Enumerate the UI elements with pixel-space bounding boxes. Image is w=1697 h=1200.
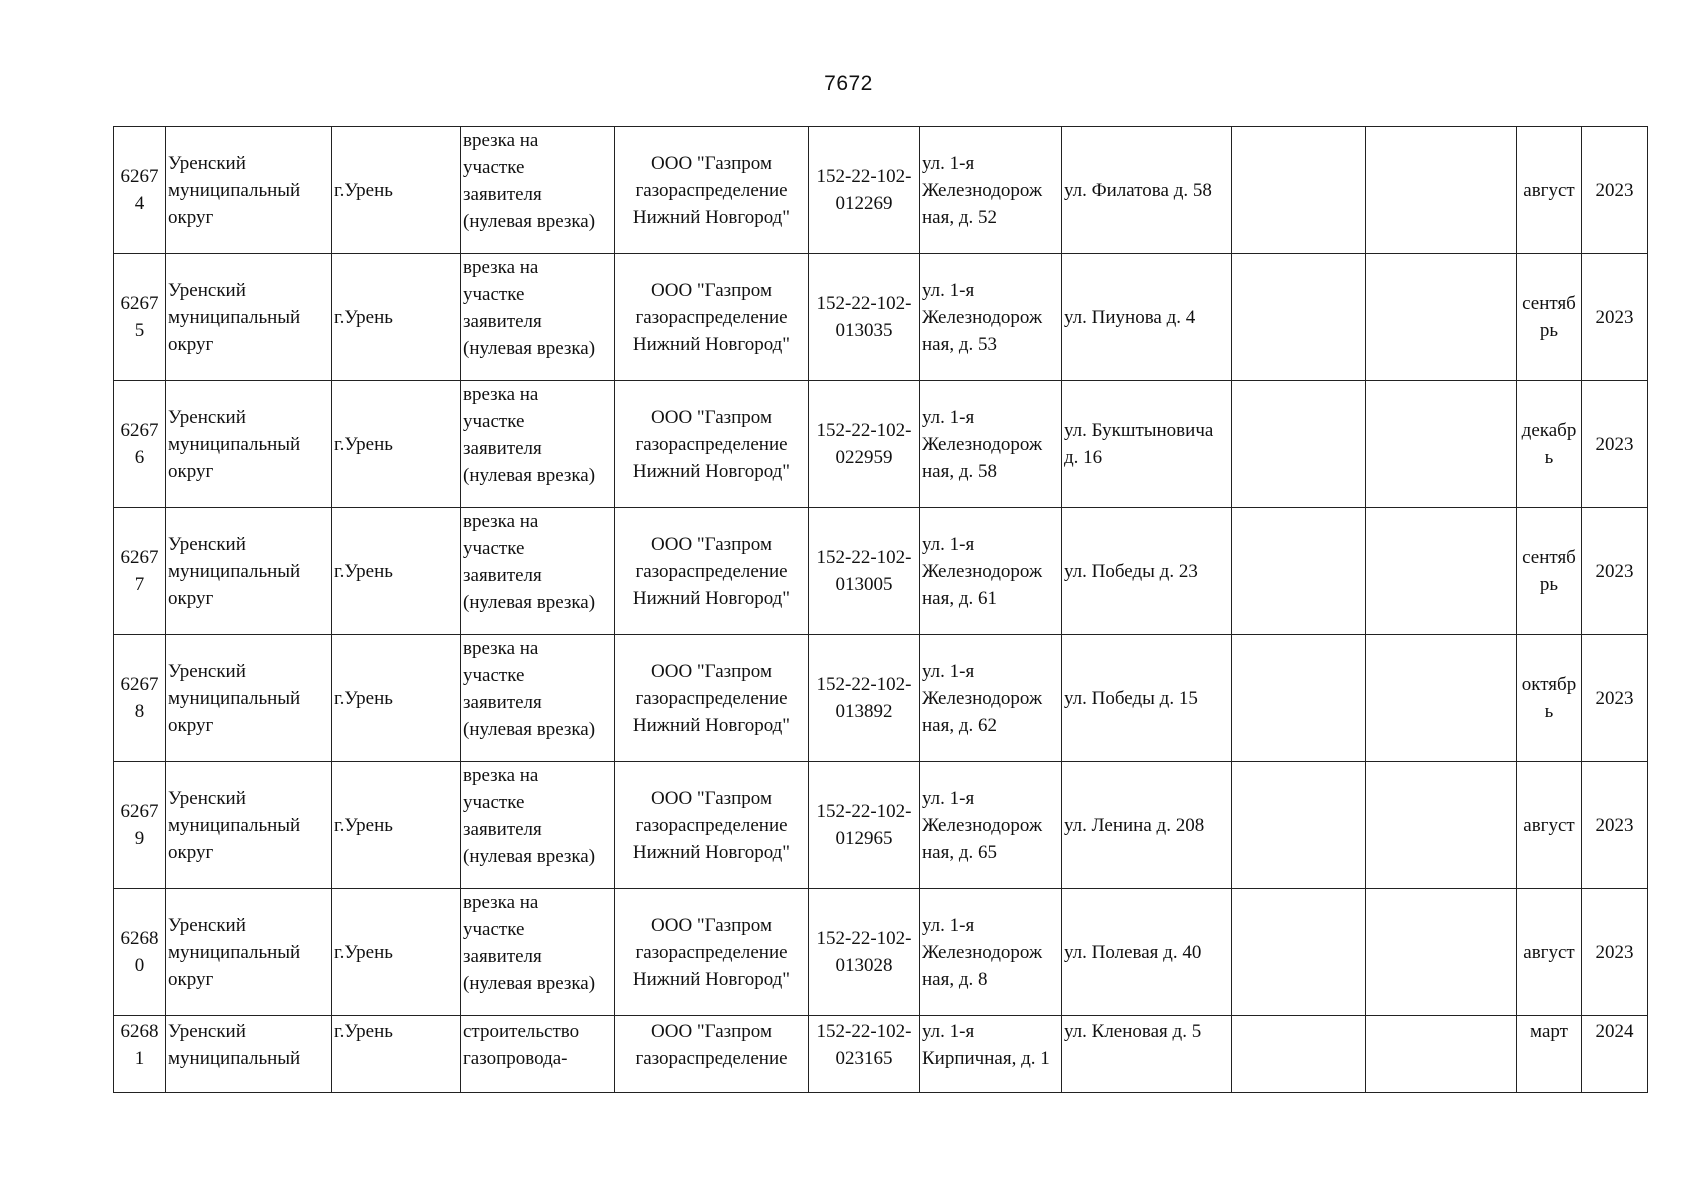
table-row bbox=[114, 127, 1648, 254]
cell-empty-2 bbox=[1366, 254, 1517, 381]
cell-year-text: 2023 bbox=[1595, 306, 1634, 328]
cell-address bbox=[920, 254, 1062, 381]
cell-address-text: ул. 1-я Кирпичная, д. 1 bbox=[922, 1021, 1050, 1069]
cell-district bbox=[166, 381, 332, 508]
cell-work-type-text: врезка на участке заявителя (нулевая врезка) bbox=[463, 511, 596, 613]
cell-id bbox=[114, 508, 166, 635]
cell-id bbox=[114, 1016, 166, 1093]
cell-address-text: ул. 1-я Железнодорож ная, д. 65 bbox=[922, 787, 1043, 863]
cell-id-text: 62679 bbox=[120, 801, 159, 849]
cell-empty-2 bbox=[1366, 635, 1517, 762]
cell-city-text: г.Урень bbox=[334, 179, 393, 201]
page-number: 7672 bbox=[824, 72, 873, 95]
cell-organization-text: ООО "Газпром газораспределение Нижний Новгород" bbox=[632, 660, 791, 736]
cell-city bbox=[332, 381, 461, 508]
cell-district-text: Уренский муниципальный округ bbox=[168, 787, 301, 863]
cell-address bbox=[920, 1016, 1062, 1093]
cell-district bbox=[166, 1016, 332, 1093]
cell-work-type-text: врезка на участке заявителя (нулевая врезка) bbox=[463, 765, 596, 867]
cell-address-2 bbox=[1062, 381, 1232, 508]
cell-city bbox=[332, 762, 461, 889]
cell-code-text: 152-22-102- 013005 bbox=[816, 547, 912, 595]
cell-district bbox=[166, 762, 332, 889]
cell-address bbox=[920, 127, 1062, 254]
cell-empty-1 bbox=[1232, 381, 1366, 508]
cell-year bbox=[1582, 127, 1648, 254]
cell-city-text: г.Урень bbox=[334, 560, 393, 582]
cell-work-type bbox=[461, 889, 615, 1016]
cell-empty-1 bbox=[1232, 127, 1366, 254]
table-row bbox=[114, 381, 1648, 508]
cell-city bbox=[332, 1016, 461, 1093]
cell-address-2-text: ул. Победы д. 15 bbox=[1064, 687, 1198, 709]
cell-empty-1 bbox=[1232, 762, 1366, 889]
cell-code bbox=[809, 762, 920, 889]
cell-city-text: г.Урень bbox=[334, 687, 393, 709]
cell-address-text: ул. 1-я Железнодорож ная, д. 52 bbox=[922, 152, 1043, 228]
cell-code-text: 152-22-102- 013892 bbox=[816, 674, 912, 722]
cell-work-type-text: врезка на участке заявителя (нулевая врезка) bbox=[463, 384, 596, 486]
cell-city bbox=[332, 508, 461, 635]
cell-id bbox=[114, 762, 166, 889]
cell-code bbox=[809, 1016, 920, 1093]
cell-address-2-text: ул. Ленина д. 208 bbox=[1064, 814, 1205, 836]
cell-address-text: ул. 1-я Железнодорож ная, д. 53 bbox=[922, 279, 1043, 355]
cell-district-text: Уренский муниципальный bbox=[168, 1021, 301, 1069]
cell-address bbox=[920, 889, 1062, 1016]
cell-organization bbox=[615, 127, 809, 254]
cell-work-type-text: врезка на участке заявителя (нулевая врезка) bbox=[463, 257, 596, 359]
cell-work-type-text: врезка на участке заявителя (нулевая врезка) bbox=[463, 638, 596, 740]
cell-district-text: Уренский муниципальный округ bbox=[168, 152, 301, 228]
cell-id bbox=[114, 254, 166, 381]
cell-code bbox=[809, 381, 920, 508]
cell-code bbox=[809, 635, 920, 762]
cell-organization bbox=[615, 508, 809, 635]
cell-code-text: 152-22-102- 012269 bbox=[816, 166, 912, 214]
cell-code-text: 152-22-102- 012965 bbox=[816, 801, 912, 849]
cell-year-text: 2023 bbox=[1595, 941, 1634, 963]
cell-empty-2 bbox=[1366, 762, 1517, 889]
cell-code bbox=[809, 889, 920, 1016]
cell-city bbox=[332, 127, 461, 254]
cell-address-2-text: ул. Филатова д. 58 bbox=[1064, 179, 1212, 201]
cell-empty-1 bbox=[1232, 508, 1366, 635]
cell-empty-1 bbox=[1232, 889, 1366, 1016]
cell-year-text: 2023 bbox=[1595, 814, 1634, 836]
gas-connection-table bbox=[113, 126, 1648, 1093]
cell-work-type-text: строительство газопровода- bbox=[463, 1021, 580, 1069]
cell-month-text: сентяб рь bbox=[1522, 547, 1576, 595]
cell-organization bbox=[615, 762, 809, 889]
cell-address-text: ул. 1-я Железнодорож ная, д. 58 bbox=[922, 406, 1043, 482]
cell-id bbox=[114, 127, 166, 254]
cell-district bbox=[166, 127, 332, 254]
cell-month-text: октябр ь bbox=[1521, 674, 1577, 722]
cell-empty-2 bbox=[1366, 127, 1517, 254]
cell-city bbox=[332, 635, 461, 762]
cell-city bbox=[332, 889, 461, 1016]
cell-code-text: 152-22-102- 023165 bbox=[816, 1021, 912, 1069]
cell-code-text: 152-22-102- 022959 bbox=[816, 420, 912, 468]
cell-year-text: 2023 bbox=[1595, 433, 1634, 455]
cell-district bbox=[166, 254, 332, 381]
cell-year bbox=[1582, 889, 1648, 1016]
cell-year bbox=[1582, 254, 1648, 381]
cell-empty-2 bbox=[1366, 889, 1517, 1016]
cell-organization-text: ООО "Газпром газораспределение Нижний Новгород" bbox=[632, 152, 791, 228]
cell-city-text: г.Урень bbox=[334, 941, 393, 963]
cell-empty-2 bbox=[1366, 508, 1517, 635]
cell-address-2-text: ул. Победы д. 23 bbox=[1064, 560, 1198, 582]
cell-code bbox=[809, 127, 920, 254]
cell-city-text: г.Урень bbox=[334, 306, 393, 328]
cell-year bbox=[1582, 508, 1648, 635]
cell-organization bbox=[615, 635, 809, 762]
cell-district-text: Уренский муниципальный округ bbox=[168, 914, 301, 990]
cell-id bbox=[114, 381, 166, 508]
cell-organization-text: ООО "Газпром газораспределение Нижний Новгород" bbox=[632, 279, 791, 355]
cell-district bbox=[166, 889, 332, 1016]
cell-month-text: сентяб рь bbox=[1522, 293, 1576, 341]
cell-city-text: г.Урень bbox=[334, 814, 393, 836]
table-row bbox=[114, 635, 1648, 762]
cell-work-type bbox=[461, 1016, 615, 1093]
cell-month bbox=[1517, 381, 1582, 508]
cell-empty-1 bbox=[1232, 254, 1366, 381]
cell-organization-text: ООО "Газпром газораспределение Нижний Новгород" bbox=[632, 406, 791, 482]
cell-district-text: Уренский муниципальный округ bbox=[168, 533, 301, 609]
cell-month bbox=[1517, 254, 1582, 381]
cell-address-2 bbox=[1062, 635, 1232, 762]
cell-month-text: декабр ь bbox=[1521, 420, 1577, 468]
cell-organization bbox=[615, 254, 809, 381]
cell-address-text: ул. 1-я Железнодорож ная, д. 61 bbox=[922, 533, 1043, 609]
cell-code-text: 152-22-102- 013028 bbox=[816, 928, 912, 976]
cell-organization bbox=[615, 1016, 809, 1093]
cell-month bbox=[1517, 508, 1582, 635]
cell-city bbox=[332, 254, 461, 381]
cell-address bbox=[920, 381, 1062, 508]
cell-address-2-text: ул. Кленовая д. 5 bbox=[1064, 1021, 1202, 1042]
cell-id bbox=[114, 889, 166, 1016]
table-row bbox=[114, 889, 1648, 1016]
cell-organization-text: ООО "Газпром газораспределение Нижний Новгород" bbox=[632, 914, 791, 990]
cell-id-text: 62677 bbox=[120, 547, 159, 595]
cell-month bbox=[1517, 635, 1582, 762]
cell-address-2 bbox=[1062, 127, 1232, 254]
cell-id-text: 62676 bbox=[120, 420, 159, 468]
cell-address-2-text: ул. Букштыновича д. 16 bbox=[1064, 420, 1214, 468]
cell-year bbox=[1582, 1016, 1648, 1093]
cell-work-type bbox=[461, 762, 615, 889]
cell-address-2 bbox=[1062, 1016, 1232, 1093]
cell-address-text: ул. 1-я Железнодорож ная, д. 62 bbox=[922, 660, 1043, 736]
cell-district bbox=[166, 508, 332, 635]
cell-district-text: Уренский муниципальный округ bbox=[168, 660, 301, 736]
cell-district-text: Уренский муниципальный округ bbox=[168, 279, 301, 355]
cell-address-2-text: ул. Полевая д. 40 bbox=[1064, 941, 1202, 963]
cell-organization-text: ООО "Газпром газораспределение bbox=[635, 1021, 788, 1069]
cell-month bbox=[1517, 1016, 1582, 1093]
cell-month bbox=[1517, 889, 1582, 1016]
cell-address-text: ул. 1-я Железнодорож ная, д. 8 bbox=[922, 914, 1043, 990]
cell-id-text: 62680 bbox=[120, 928, 159, 976]
cell-address bbox=[920, 762, 1062, 889]
cell-month-text: март bbox=[1530, 1021, 1568, 1042]
cell-empty-1 bbox=[1232, 1016, 1366, 1093]
cell-address bbox=[920, 635, 1062, 762]
cell-district-text: Уренский муниципальный округ bbox=[168, 406, 301, 482]
cell-address-2 bbox=[1062, 762, 1232, 889]
cell-month-text: август bbox=[1523, 941, 1575, 963]
cell-month bbox=[1517, 127, 1582, 254]
cell-work-type bbox=[461, 635, 615, 762]
cell-organization-text: ООО "Газпром газораспределение Нижний Новгород" bbox=[632, 533, 791, 609]
table-row bbox=[114, 1016, 1648, 1093]
cell-city-text: г.Урень bbox=[334, 1021, 393, 1042]
cell-work-type bbox=[461, 254, 615, 381]
table-row bbox=[114, 254, 1648, 381]
cell-work-type-text: врезка на участке заявителя (нулевая врезка) bbox=[463, 892, 596, 994]
cell-city-text: г.Урень bbox=[334, 433, 393, 455]
cell-address-2 bbox=[1062, 889, 1232, 1016]
cell-organization bbox=[615, 381, 809, 508]
cell-id-text: 62681 bbox=[120, 1021, 159, 1069]
cell-address-2 bbox=[1062, 508, 1232, 635]
cell-empty-1 bbox=[1232, 635, 1366, 762]
cell-work-type bbox=[461, 508, 615, 635]
cell-code bbox=[809, 508, 920, 635]
cell-year-text: 2023 bbox=[1595, 179, 1634, 201]
cell-work-type bbox=[461, 127, 615, 254]
table-row bbox=[114, 508, 1648, 635]
cell-code bbox=[809, 254, 920, 381]
cell-organization bbox=[615, 889, 809, 1016]
cell-address-2-text: ул. Пиунова д. 4 bbox=[1064, 306, 1196, 328]
cell-year bbox=[1582, 762, 1648, 889]
cell-year bbox=[1582, 381, 1648, 508]
cell-year-text: 2023 bbox=[1595, 560, 1634, 582]
cell-work-type-text: врезка на участке заявителя (нулевая врезка) bbox=[463, 130, 596, 232]
cell-id-text: 62678 bbox=[120, 674, 159, 722]
cell-district bbox=[166, 635, 332, 762]
cell-month-text: август bbox=[1523, 814, 1575, 836]
cell-year-text: 2023 bbox=[1595, 687, 1634, 709]
table-row bbox=[114, 762, 1648, 889]
cell-id bbox=[114, 635, 166, 762]
cell-month bbox=[1517, 762, 1582, 889]
cell-month-text: август bbox=[1523, 179, 1575, 201]
cell-address bbox=[920, 508, 1062, 635]
cell-organization-text: ООО "Газпром газораспределение Нижний Новгород" bbox=[632, 787, 791, 863]
cell-id-text: 62675 bbox=[120, 293, 159, 341]
cell-id-text: 62674 bbox=[120, 166, 159, 214]
cell-address-2 bbox=[1062, 254, 1232, 381]
cell-year-text: 2024 bbox=[1595, 1021, 1634, 1042]
cell-empty-2 bbox=[1366, 381, 1517, 508]
cell-year bbox=[1582, 635, 1648, 762]
cell-empty-2 bbox=[1366, 1016, 1517, 1093]
cell-code-text: 152-22-102- 013035 bbox=[816, 293, 912, 341]
cell-work-type bbox=[461, 381, 615, 508]
